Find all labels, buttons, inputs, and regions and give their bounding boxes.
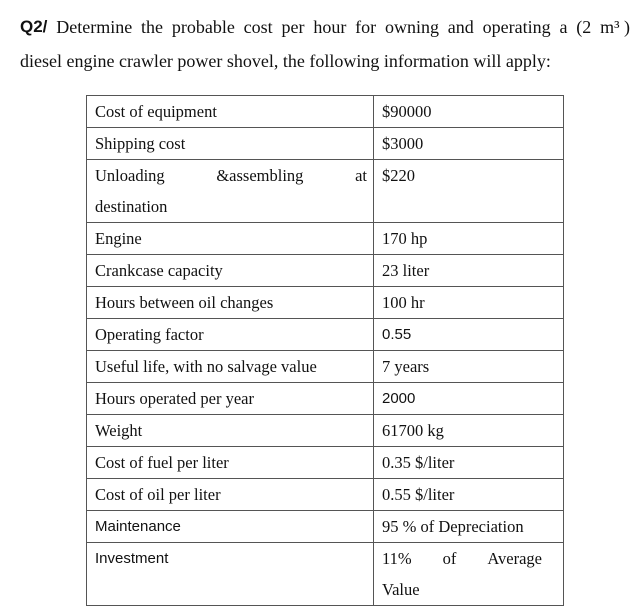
question-word: m³ ): [600, 17, 630, 37]
row-value: 170 hp: [374, 223, 564, 255]
row-label: Shipping cost: [87, 128, 374, 160]
row-label: Investment: [87, 543, 374, 606]
table-row: [87, 319, 564, 351]
row-value: 7 years: [374, 351, 564, 383]
table-row: [87, 223, 564, 255]
row-label: [87, 160, 374, 223]
row-value-line-2: Value: [382, 580, 420, 599]
row-value: $90000: [374, 96, 564, 128]
row-label: Maintenance: [87, 511, 374, 543]
question-line-2: diesel engine crawler power shovel, the following information will apply:: [20, 51, 551, 71]
question-word: hour: [313, 17, 347, 37]
table-row: [87, 287, 564, 319]
row-value-word: Average: [487, 549, 542, 568]
question-word: a: [559, 17, 568, 37]
row-value: 0.55 $/liter: [374, 479, 564, 511]
row-label: Operating factor: [87, 319, 374, 351]
row-label: Cost of fuel per liter: [87, 447, 374, 479]
question-label: Q2/: [20, 17, 48, 36]
question-word: for: [355, 17, 377, 37]
question-word: operating: [482, 17, 551, 37]
table-row: [87, 96, 564, 128]
table-row: [87, 255, 564, 287]
row-label: Hours operated per year: [87, 383, 374, 415]
question-word: Determine: [56, 17, 133, 37]
row-label: Hours between oil changes: [87, 287, 374, 319]
row-value: 2000: [374, 383, 564, 415]
question-word: cost: [243, 17, 273, 37]
row-value-line-1: [382, 543, 542, 574]
row-label-word: &assembling: [216, 166, 304, 185]
question-word: probable: [171, 17, 235, 37]
question-text: [20, 10, 630, 78]
row-value: [374, 543, 564, 606]
table-row: [87, 128, 564, 160]
table-row: [87, 479, 564, 511]
question-word: the: [141, 17, 164, 37]
row-value: 0.35 $/liter: [374, 447, 564, 479]
row-value-word: of: [442, 549, 457, 568]
row-label-word: at: [355, 166, 367, 185]
row-value-word: 11%: [382, 549, 412, 568]
table-row: [87, 543, 564, 606]
question-line-1: [20, 10, 630, 44]
row-label: Useful life, with no salvage value: [87, 351, 374, 383]
row-value: $220: [374, 160, 564, 223]
row-label: Engine: [87, 223, 374, 255]
table-row: [87, 351, 564, 383]
row-label: Cost of equipment: [87, 96, 374, 128]
question-word: per: [281, 17, 305, 37]
table-row: [87, 415, 564, 447]
question-word: and: [447, 17, 474, 37]
row-value: 95 % of Depreciation: [374, 511, 564, 543]
row-label: Weight: [87, 415, 374, 447]
question-word: owning: [384, 17, 439, 37]
row-label: Cost of oil per liter: [87, 479, 374, 511]
table-row: [87, 511, 564, 543]
row-label-word: Unloading: [95, 166, 165, 185]
info-table: [86, 95, 564, 606]
table-row: [87, 383, 564, 415]
question-word: (2: [576, 17, 592, 37]
row-label: Crankcase capacity: [87, 255, 374, 287]
row-value: 61700 kg: [374, 415, 564, 447]
row-value: 23 liter: [374, 255, 564, 287]
table-row: [87, 160, 564, 223]
row-value: 0.55: [374, 319, 564, 351]
row-value: 100 hr: [374, 287, 564, 319]
row-label-line-1: [95, 160, 367, 191]
table-row: [87, 447, 564, 479]
row-value: $3000: [374, 128, 564, 160]
row-label-line-2: destination: [95, 197, 168, 216]
